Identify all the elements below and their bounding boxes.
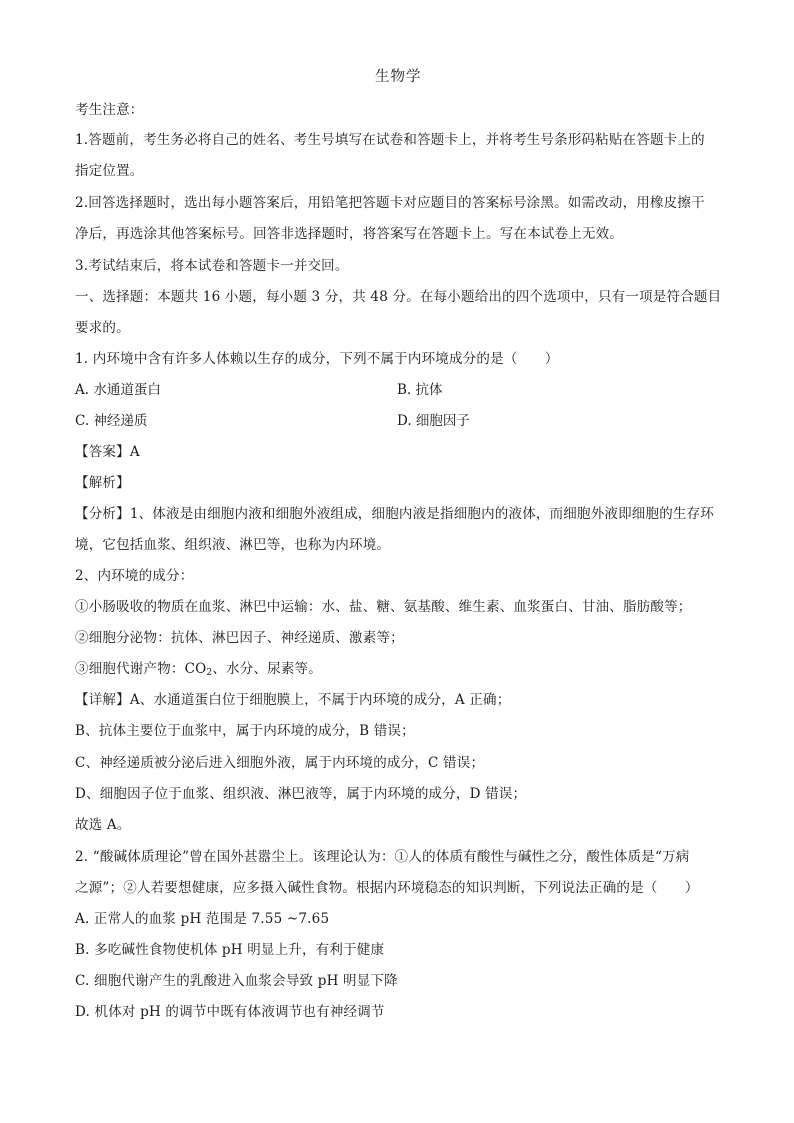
question-1-option-d: D. 细胞因子	[397, 413, 470, 429]
detail-line-b: B、抗体主要位于血浆中，属于内环境的成分，B 错误；	[75, 723, 415, 739]
section-heading-line-1: 一、选择题：本题共 16 小题，每小题 3 分，共 48 分。在每小题给出的四个选项中，只有一项是符合题目	[75, 289, 722, 305]
detail-line-d: D、细胞因子位于血浆、组织液、淋巴液等，属于内环境的成分，D 错误；	[75, 786, 527, 802]
question-2-option-b: B. 多吃碱性食物使机体 pH 明显上升，有利于健康	[75, 942, 385, 958]
components-item-3-subscript: 2	[206, 668, 213, 678]
detail-tag: 【详解】	[75, 692, 130, 708]
notice-item-2-line-1: 2.回答选择题时，选出每小题答案后，用铅笔把答题卡对应题目的答案标号涂黑。如需改动，用橡皮擦干	[75, 195, 705, 211]
question-1-option-b: B. 抗体	[397, 382, 443, 398]
notice-item-1-line-1: 1.答题前，考生务必将自己的姓名、考生号填写在试卷和答题卡上，并将考生号条形码粘贴在答题卡上的	[75, 132, 705, 148]
notice-item-1-line-2: 指定位置。	[75, 163, 144, 179]
question-1-option-c: C. 神经递质	[75, 413, 148, 429]
notice-item-3: 3.考试结束后，将本试卷和答题卡一并交回。	[75, 258, 349, 274]
fenxi-tag: 【分析】	[75, 506, 130, 522]
notice-item-2-line-2: 净后，再选涂其他答案标号。回答非选择题时，将答案写在答题卡上。写在本试卷上无效。	[75, 226, 623, 242]
page-title: 生物学	[375, 69, 422, 85]
notice-heading: 考生注意：	[75, 102, 144, 118]
conclusion-line: 故选 A。	[75, 817, 131, 833]
components-item-2: ②细胞分泌物：抗体、淋巴因子、神经递质、激素等；	[75, 630, 404, 646]
detail-text-a: A、水通道蛋白位于细胞膜上，不属于内环境的成分，A 正确；	[129, 692, 511, 708]
answer-line	[75, 443, 140, 461]
components-heading: 2、内环境的成分：	[75, 568, 194, 584]
answer-tag: 【答案】	[75, 444, 130, 460]
section-heading-line-2: 要求的。	[75, 320, 130, 336]
fenxi-line-1	[75, 505, 714, 523]
components-item-1: ①小肠吸收的物质在血浆、淋巴中运输：水、盐、糖、氨基酸、维生素、血浆蛋白、甘油、脂肪酸等；	[75, 599, 692, 615]
question-1-stem: 1. 内环境中含有许多人体赖以生存的成分，下列不属于内环境成分的是（ ）	[75, 351, 559, 367]
components-item-3-post: 、水分、尿素等。	[212, 661, 322, 677]
components-item-3-pre: ③细胞代谢产物：CO	[75, 661, 207, 677]
detail-line-c: C、神经递质被分泌后进入细胞外液，属于内环境的成分，C 错误；	[75, 755, 485, 771]
question-2-option-a: A. 正常人的血浆 pH 范围是 7.55 ~7.65	[75, 911, 330, 927]
answer-value: A	[129, 444, 140, 460]
question-2-stem-line-1: 2. “酸碱体质理论”曾在国外甚嚣尘上。该理论认为：①人的体质有酸性与碱性之分，酸性体质是“万病	[75, 849, 690, 865]
question-2-option-c: C. 细胞代谢产生的乳酸进入血浆会导致 pH 明显下降	[75, 973, 398, 989]
analysis-tag: 【解析】	[75, 475, 130, 491]
question-1-option-a: A. 水通道蛋白	[75, 382, 161, 398]
fenxi-line-2: 境，它包括血浆、组织液、淋巴等，也称为内环境。	[75, 537, 391, 553]
components-item-3	[75, 660, 322, 682]
detail-line-a	[75, 691, 510, 709]
fenxi-text-1: 1、体液是由细胞内液和细胞外液组成，细胞内液是指细胞内的液体，而细胞外液即细胞的生存环	[129, 506, 715, 522]
question-2-option-d: D. 机体对 pH 的调节中既有体液调节也有神经调节	[75, 1004, 385, 1020]
question-2-stem-line-2: 之源”；②人若要想健康，应多摄入碱性食物。根据内环境稳态的知识判断，下列说法正确的是（ ）	[75, 880, 699, 896]
